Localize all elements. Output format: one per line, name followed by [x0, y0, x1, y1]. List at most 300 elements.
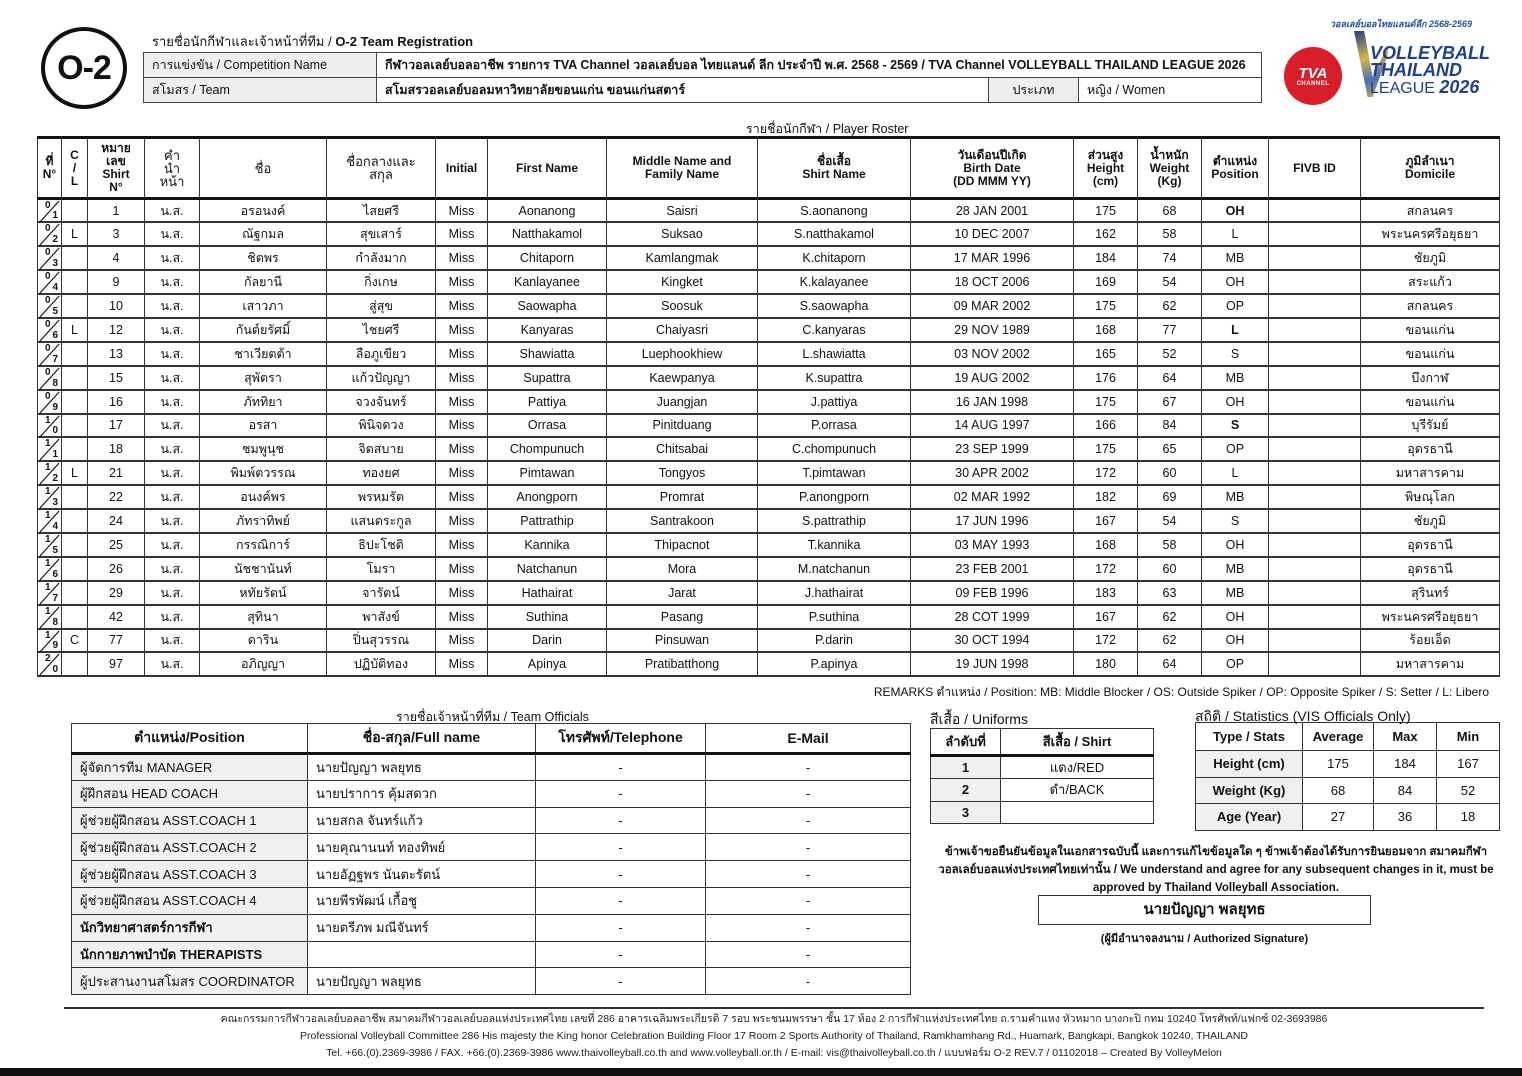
first-name-cell: Orrasa: [488, 414, 607, 438]
declaration-line-2: วอลเลย์บอลแห่งประเทศไทยเท่านั้น / We understand and agree for any subsequent changes in it, must be: [938, 864, 1494, 876]
page-title-english: O-2 Team Registration: [335, 34, 474, 49]
position-cell: S: [1202, 509, 1269, 533]
form-badge: O-2: [41, 27, 127, 109]
row-number-tens: 1: [45, 605, 51, 617]
shirt-number-cell: 97: [88, 652, 145, 676]
birth-date-cell: 18 OCT 2006: [911, 270, 1074, 294]
height-cell: 166: [1074, 414, 1138, 438]
thai-surname-cell: ลือภูเขียว: [327, 342, 436, 366]
row-number-cell: [38, 629, 62, 653]
thai-name-cell: ดาริน: [200, 629, 327, 653]
initial-cell: Miss: [436, 294, 488, 318]
thai-surname-cell: แก้วปัญญา: [327, 366, 436, 390]
shirt-name-cell: S.pattrathip: [758, 509, 911, 533]
height-cell: 175: [1074, 390, 1138, 414]
position-cell: OH: [1202, 270, 1269, 294]
official-position: ผู้ประสานงานสโมสร COORDINATOR: [72, 968, 308, 995]
fivb-id-cell: [1269, 199, 1361, 223]
stat-min: 18: [1437, 804, 1500, 831]
shirt-number-cell: 17: [88, 414, 145, 438]
stat-min: 167: [1437, 751, 1500, 778]
domicile-cell: อุดรธานี: [1361, 533, 1500, 557]
official-telephone: -: [536, 754, 706, 781]
height-cell: 168: [1074, 533, 1138, 557]
fivb-id-cell: [1269, 390, 1361, 414]
row-number-units: 8: [52, 616, 58, 628]
captain-libero-cell: [62, 652, 88, 676]
tva-logo-subtext: CHANNEL: [1296, 80, 1330, 87]
position-cell: OH: [1202, 533, 1269, 557]
official-row: [72, 968, 911, 995]
prefix-cell: น.ส.: [145, 533, 200, 557]
declaration-line-3: approved by Thailand Volleyball Association.: [1092, 882, 1340, 894]
position-cell: L: [1202, 222, 1269, 246]
first-name-cell: Kanlayanee: [488, 270, 607, 294]
captain-libero-cell: [62, 246, 88, 270]
shirt-name-cell: P.apinya: [758, 652, 911, 676]
uniforms-table: [930, 728, 1154, 824]
initial-cell: Miss: [436, 318, 488, 342]
fivb-id-cell: [1269, 342, 1361, 366]
domicile-cell: ชัยภูมิ: [1361, 246, 1500, 270]
domicile-cell: พระนครศรีอยุธยา: [1361, 605, 1500, 629]
signature-caption: (ผู้มีอำนาจลงนาม / Authorized Signature): [1100, 933, 1309, 945]
thai-surname-cell: ธิปะโชติ: [327, 533, 436, 557]
first-name-cell: Chitaporn: [488, 246, 607, 270]
captain-libero-cell: [62, 390, 88, 414]
captain-libero-cell: [62, 557, 88, 581]
roster-body: [38, 199, 1500, 677]
weight-cell: 62: [1138, 629, 1202, 653]
birth-date-cell: 03 MAY 1993: [911, 533, 1074, 557]
shirt-name-cell: T.pimtawan: [758, 461, 911, 485]
uniforms-col-order: ลำดับที่: [931, 729, 1001, 756]
first-name-cell: Chompunuch: [488, 437, 607, 461]
thai-name-cell: กัลยานี: [200, 270, 327, 294]
row-number-tens: 1: [45, 533, 51, 545]
birth-date-cell: 19 JUN 1998: [911, 652, 1074, 676]
stats-col-max: Max: [1374, 723, 1437, 751]
footer-line-thai: คณะกรรมการกีฬาวอลเลย์บอลอาชีพ สมาคมกีฬาวอลเลย์บอลแห่งประเทศไทย เลขที่ 286 อาคารเฉลิมพระเกียรติ 7 รอบ พระชนมพรรษา ชั้น 17 ห้อง 2 การกีฬาแห่งประเทศไทย ถ.รามคำแหง หัวหมาก บางกะปิ กทม 10240 โทรศัพท์/แฟกซ์ 02-3693986: [220, 1013, 1328, 1025]
domicile-cell: ร้อยเอ็ด: [1361, 629, 1500, 653]
family-name-cell: Mora: [607, 557, 758, 581]
officials-header-row: [72, 724, 911, 754]
birth-date-cell: 19 AUG 2002: [911, 366, 1074, 390]
fivb-id-cell: [1269, 318, 1361, 342]
birth-date-cell: 30 APR 2002: [911, 461, 1074, 485]
row-number-cell: [38, 342, 62, 366]
row-number-tens: 0: [45, 295, 51, 307]
birth-date-cell: 03 NOV 2002: [911, 342, 1074, 366]
player-row: [38, 366, 1500, 390]
family-name-cell: Pratibatthong: [607, 652, 758, 676]
row-number-cell: [38, 605, 62, 629]
official-name: นายอัฏฐพร นันตะรัตน์: [308, 861, 536, 888]
team-officials-table: [71, 723, 911, 995]
weight-cell: 68: [1138, 199, 1202, 223]
domicile-cell: อุดรธานี: [1361, 437, 1500, 461]
family-name-cell: Juangjan: [607, 390, 758, 414]
official-name: นายพีรพัฒน์ เกื้อชู: [308, 887, 536, 914]
initial-cell: Miss: [436, 485, 488, 509]
initial-cell: Miss: [436, 270, 488, 294]
row-number-units: 0: [52, 425, 58, 437]
tva-channel-logo: [1284, 47, 1342, 105]
thai-name-cell: ชิตพร: [200, 246, 327, 270]
domicile-cell: พิษณุโลก: [1361, 485, 1500, 509]
prefix-cell: น.ส.: [145, 366, 200, 390]
official-row: [72, 807, 911, 834]
official-position: ผู้ช่วยผู้ฝึกสอน ASST.COACH 3: [72, 861, 308, 888]
stat-max: 36: [1374, 804, 1437, 831]
birth-date-cell: 30 OCT 1994: [911, 629, 1074, 653]
official-email: -: [706, 780, 911, 807]
row-number-units: 5: [52, 305, 58, 317]
shirt-name-cell: K.chitaporn: [758, 246, 911, 270]
captain-libero-cell: [62, 366, 88, 390]
weight-cell: 74: [1138, 246, 1202, 270]
family-name-cell: Suksao: [607, 222, 758, 246]
position-cell: L: [1202, 461, 1269, 485]
official-position: นักวิทยาศาสตร์การกีฬา: [72, 914, 308, 941]
player-row: [38, 390, 1500, 414]
player-row: [38, 509, 1500, 533]
league-wordmark-year: 2026: [1439, 77, 1480, 97]
row-number-tens: 1: [45, 557, 51, 569]
shirt-number-cell: 42: [88, 605, 145, 629]
prefix-cell: น.ส.: [145, 461, 200, 485]
domicile-cell: ชัยภูมิ: [1361, 509, 1500, 533]
bottom-bar: [0, 1068, 1522, 1076]
stats-col-min: Min: [1437, 723, 1500, 751]
thai-name-cell: เสาวภา: [200, 294, 327, 318]
first-name-cell: Hathairat: [488, 581, 607, 605]
thai-name-cell: อรสา: [200, 414, 327, 438]
official-name: นายปัญญา พลยุทธ: [308, 968, 536, 995]
col-shirt-name: ชื่อเสื้อ Shirt Name: [758, 138, 911, 199]
family-name-cell: Santrakoon: [607, 509, 758, 533]
uniform-order: 2: [931, 779, 1001, 802]
thai-name-cell: ภัทราทิพย์: [200, 509, 327, 533]
shirt-number-cell: 18: [88, 437, 145, 461]
family-name-cell: Kamlangmak: [607, 246, 758, 270]
fivb-id-cell: [1269, 533, 1361, 557]
height-cell: 172: [1074, 629, 1138, 653]
player-row: [38, 652, 1500, 676]
statistics-row: [1196, 751, 1500, 778]
row-number-cell: [38, 390, 62, 414]
thai-name-cell: ภัททิยา: [200, 390, 327, 414]
first-name-cell: Saowapha: [488, 294, 607, 318]
prefix-cell: น.ส.: [145, 509, 200, 533]
official-telephone: -: [536, 834, 706, 861]
shirt-name-cell: S.aonanong: [758, 199, 911, 223]
row-number-tens: 0: [45, 390, 51, 402]
uniforms-caption: สีเสื้อ / Uniforms: [930, 711, 1028, 727]
official-row: [72, 780, 911, 807]
player-row: [38, 437, 1500, 461]
thai-surname-cell: ปฏิบัติทอง: [327, 652, 436, 676]
birth-date-cell: 23 FEB 2001: [911, 557, 1074, 581]
row-number-cell: [38, 222, 62, 246]
col-fivb-id: FIVB ID: [1269, 138, 1361, 199]
uniform-row: [931, 779, 1154, 802]
first-name-cell: Anongporn: [488, 485, 607, 509]
official-row: [72, 861, 911, 888]
position-cell: OH: [1202, 199, 1269, 223]
position-cell: OH: [1202, 605, 1269, 629]
thai-surname-cell: ปิ่นสุวรรณ: [327, 629, 436, 653]
position-cell: MB: [1202, 246, 1269, 270]
shirt-name-cell: S.saowapha: [758, 294, 911, 318]
shirt-number-cell: 9: [88, 270, 145, 294]
weight-cell: 64: [1138, 652, 1202, 676]
col-prefix: คำ นำ หน้า: [145, 138, 200, 199]
fivb-id-cell: [1269, 485, 1361, 509]
fivb-id-cell: [1269, 629, 1361, 653]
thai-name-cell: ชมพูนุช: [200, 437, 327, 461]
captain-libero-cell: L: [62, 318, 88, 342]
weight-cell: 77: [1138, 318, 1202, 342]
official-email: -: [706, 887, 911, 914]
uniform-shirt-color: [1001, 801, 1154, 824]
row-number-units: 4: [52, 520, 58, 532]
official-email: -: [706, 941, 911, 968]
captain-libero-cell: [62, 581, 88, 605]
fivb-id-cell: [1269, 437, 1361, 461]
birth-date-cell: 09 MAR 2002: [911, 294, 1074, 318]
row-number-units: 7: [52, 592, 58, 604]
official-email: -: [706, 968, 911, 995]
prefix-cell: น.ส.: [145, 629, 200, 653]
captain-libero-cell: [62, 485, 88, 509]
thai-name-cell: นัชชานันท์: [200, 557, 327, 581]
row-number-cell: [38, 366, 62, 390]
captain-libero-cell: [62, 294, 88, 318]
official-telephone: -: [536, 780, 706, 807]
weight-cell: 58: [1138, 533, 1202, 557]
stat-average: 68: [1303, 777, 1374, 804]
prefix-cell: น.ส.: [145, 246, 200, 270]
declaration-line-1: ข้าพเจ้าขอยืนยันข้อมูลในเอกสารฉบับนี้ และการแก้ไขข้อมูลใด ๆ ข้าพเจ้าต้องได้รับการยินยอมจาก สมาคมกีฬา: [944, 846, 1488, 858]
thai-name-cell: สุพัตรา: [200, 366, 327, 390]
roster-header-row: [38, 138, 1500, 199]
footer: [64, 1011, 1484, 1062]
player-row: [38, 342, 1500, 366]
thai-name-cell: อนงค์พร: [200, 485, 327, 509]
domicile-cell: มหาสารคาม: [1361, 461, 1500, 485]
first-name-cell: Kannika: [488, 533, 607, 557]
initial-cell: Miss: [436, 581, 488, 605]
thai-surname-cell: สุขเสาร์: [327, 222, 436, 246]
row-number-cell: [38, 533, 62, 557]
row-number-cell: [38, 509, 62, 533]
thai-surname-cell: จารัตน์: [327, 581, 436, 605]
officials-col-position: ตำแหน่ง/Position: [72, 724, 308, 754]
officials-col-telephone: โทรศัพท์/Telephone: [536, 724, 706, 754]
player-row: [38, 294, 1500, 318]
official-telephone: -: [536, 887, 706, 914]
fivb-id-cell: [1269, 461, 1361, 485]
fivb-id-cell: [1269, 294, 1361, 318]
row-number-units: 6: [52, 329, 58, 341]
thai-surname-cell: ไชยศรี: [327, 318, 436, 342]
thai-name-cell: สุทินา: [200, 605, 327, 629]
stat-type: Weight (Kg): [1196, 777, 1303, 804]
prefix-cell: น.ส.: [145, 581, 200, 605]
thai-surname-cell: สู่สุข: [327, 294, 436, 318]
statistics-table: [1195, 722, 1500, 831]
captain-libero-cell: [62, 437, 88, 461]
official-name: นายสกล จันทร์แก้ว: [308, 807, 536, 834]
official-email: -: [706, 754, 911, 781]
statistics-header-row: [1196, 723, 1500, 751]
captain-libero-cell: [62, 199, 88, 223]
prefix-cell: น.ส.: [145, 318, 200, 342]
league-logo: [1282, 15, 1502, 105]
weight-cell: 62: [1138, 294, 1202, 318]
shirt-number-cell: 10: [88, 294, 145, 318]
row-number-cell: [38, 199, 62, 223]
shirt-number-cell: 16: [88, 390, 145, 414]
shirt-name-cell: S.natthakamol: [758, 222, 911, 246]
stat-max: 84: [1374, 777, 1437, 804]
family-name-cell: Thipacnot: [607, 533, 758, 557]
prefix-cell: น.ส.: [145, 342, 200, 366]
col-surname-thai: ชื่อกลางและ สกุล: [327, 138, 436, 199]
domicile-cell: อุดรธานี: [1361, 557, 1500, 581]
roster-caption: รายชื่อนักกีฬา / Player Roster: [746, 122, 909, 136]
row-number-tens: 0: [45, 223, 51, 235]
footer-divider: [64, 1007, 1484, 1009]
statistics-row: [1196, 777, 1500, 804]
first-name-cell: Darin: [488, 629, 607, 653]
birth-date-cell: 17 MAR 1996: [911, 246, 1074, 270]
fivb-id-cell: [1269, 605, 1361, 629]
weight-cell: 64: [1138, 366, 1202, 390]
player-roster-table: [37, 136, 1500, 677]
uniform-shirt-color: แดง/RED: [1001, 756, 1154, 779]
row-number-units: 3: [52, 497, 58, 509]
official-position: ผู้ช่วยผู้ฝึกสอน ASST.COACH 2: [72, 834, 308, 861]
shirt-name-cell: P.darin: [758, 629, 911, 653]
initial-cell: Miss: [436, 342, 488, 366]
thai-name-cell: อภิญญา: [200, 652, 327, 676]
official-row: [72, 834, 911, 861]
type-label: ประเภท: [989, 78, 1079, 103]
row-number-units: 3: [52, 258, 58, 270]
initial-cell: Miss: [436, 366, 488, 390]
family-name-cell: Chaiyasri: [607, 318, 758, 342]
birth-date-cell: 14 AUG 1997: [911, 414, 1074, 438]
player-row: [38, 270, 1500, 294]
birth-date-cell: 28 JAN 2001: [911, 199, 1074, 223]
official-position: ผู้จัดการทีม MANAGER: [72, 754, 308, 781]
player-row: [38, 199, 1500, 223]
row-number-units: 8: [52, 377, 58, 389]
type-value: หญิง / Women: [1079, 78, 1262, 103]
family-name-cell: Pinsuwan: [607, 629, 758, 653]
officials-caption: รายชื่อเจ้าหน้าที่ทีม / Team Officials: [396, 710, 589, 724]
captain-libero-cell: [62, 605, 88, 629]
row-number-tens: 0: [45, 366, 51, 378]
player-row: [38, 222, 1500, 246]
shirt-name-cell: J.hathairat: [758, 581, 911, 605]
row-number-units: 1: [52, 449, 58, 461]
league-wordmark-line1: VOLLEYBALL: [1370, 43, 1490, 63]
shirt-number-cell: 15: [88, 366, 145, 390]
domicile-cell: ขอนแก่น: [1361, 390, 1500, 414]
official-name: นายคุณานนท์ ทองทิพย์: [308, 834, 536, 861]
initial-cell: Miss: [436, 199, 488, 223]
row-number-tens: 0: [45, 318, 51, 330]
team-value: สโมสรวอลเลย์บอลมหาวิทยาลัยขอนแก่น ขอนแก่นสตาร์: [377, 78, 989, 103]
initial-cell: Miss: [436, 414, 488, 438]
official-position: ผู้ฝึกสอน HEAD COACH: [72, 780, 308, 807]
stats-col-average: Average: [1303, 723, 1374, 751]
shirt-name-cell: P.suthina: [758, 605, 911, 629]
row-number-cell: [38, 414, 62, 438]
shirt-name-cell: L.shawiatta: [758, 342, 911, 366]
height-cell: 165: [1074, 342, 1138, 366]
birth-date-cell: 09 FEB 1996: [911, 581, 1074, 605]
prefix-cell: น.ส.: [145, 437, 200, 461]
shirt-name-cell: P.anongporn: [758, 485, 911, 509]
height-cell: 172: [1074, 461, 1138, 485]
shirt-number-cell: 1: [88, 199, 145, 223]
player-row: [38, 461, 1500, 485]
first-name-cell: Natthakamol: [488, 222, 607, 246]
uniforms-col-shirt: สีเสื้อ / Shirt: [1001, 729, 1154, 756]
player-row: [38, 246, 1500, 270]
fivb-id-cell: [1269, 652, 1361, 676]
fivb-id-cell: [1269, 557, 1361, 581]
birth-date-cell: 16 JAN 1998: [911, 390, 1074, 414]
row-number-cell: [38, 437, 62, 461]
domicile-cell: ขอนแก่น: [1361, 342, 1500, 366]
shirt-number-cell: 24: [88, 509, 145, 533]
row-number-cell: [38, 270, 62, 294]
official-position: ผู้ช่วยผู้ฝึกสอน ASST.COACH 1: [72, 807, 308, 834]
first-name-cell: Apinya: [488, 652, 607, 676]
row-number-units: 2: [52, 473, 58, 485]
thai-name-cell: กรรณิการ์: [200, 533, 327, 557]
uniform-shirt-color: ดำ/BACK: [1001, 779, 1154, 802]
domicile-cell: สกลนคร: [1361, 294, 1500, 318]
weight-cell: 69: [1138, 485, 1202, 509]
position-cell: OP: [1202, 652, 1269, 676]
initial-cell: Miss: [436, 437, 488, 461]
official-telephone: -: [536, 914, 706, 941]
first-name-cell: Suthina: [488, 605, 607, 629]
row-number-units: 0: [52, 664, 58, 676]
official-position: ผู้ช่วยผู้ฝึกสอน ASST.COACH 4: [72, 887, 308, 914]
birth-date-cell: 23 SEP 1999: [911, 437, 1074, 461]
authorized-signature-field[interactable]: นายปัญญา พลยุทธ: [1038, 895, 1371, 925]
tva-logo-text: TVA: [1298, 64, 1328, 82]
position-cell: MB: [1202, 581, 1269, 605]
weight-cell: 54: [1138, 270, 1202, 294]
captain-libero-cell: [62, 342, 88, 366]
fivb-id-cell: [1269, 366, 1361, 390]
player-row: [38, 581, 1500, 605]
official-email: -: [706, 861, 911, 888]
league-subtitle: วอลเลย์บอลไทยแลนด์ลีก 2568-2569: [1330, 19, 1473, 29]
thai-surname-cell: พาสังข์: [327, 605, 436, 629]
uniform-order: 3: [931, 801, 1001, 824]
prefix-cell: น.ส.: [145, 270, 200, 294]
official-row: [72, 754, 911, 781]
